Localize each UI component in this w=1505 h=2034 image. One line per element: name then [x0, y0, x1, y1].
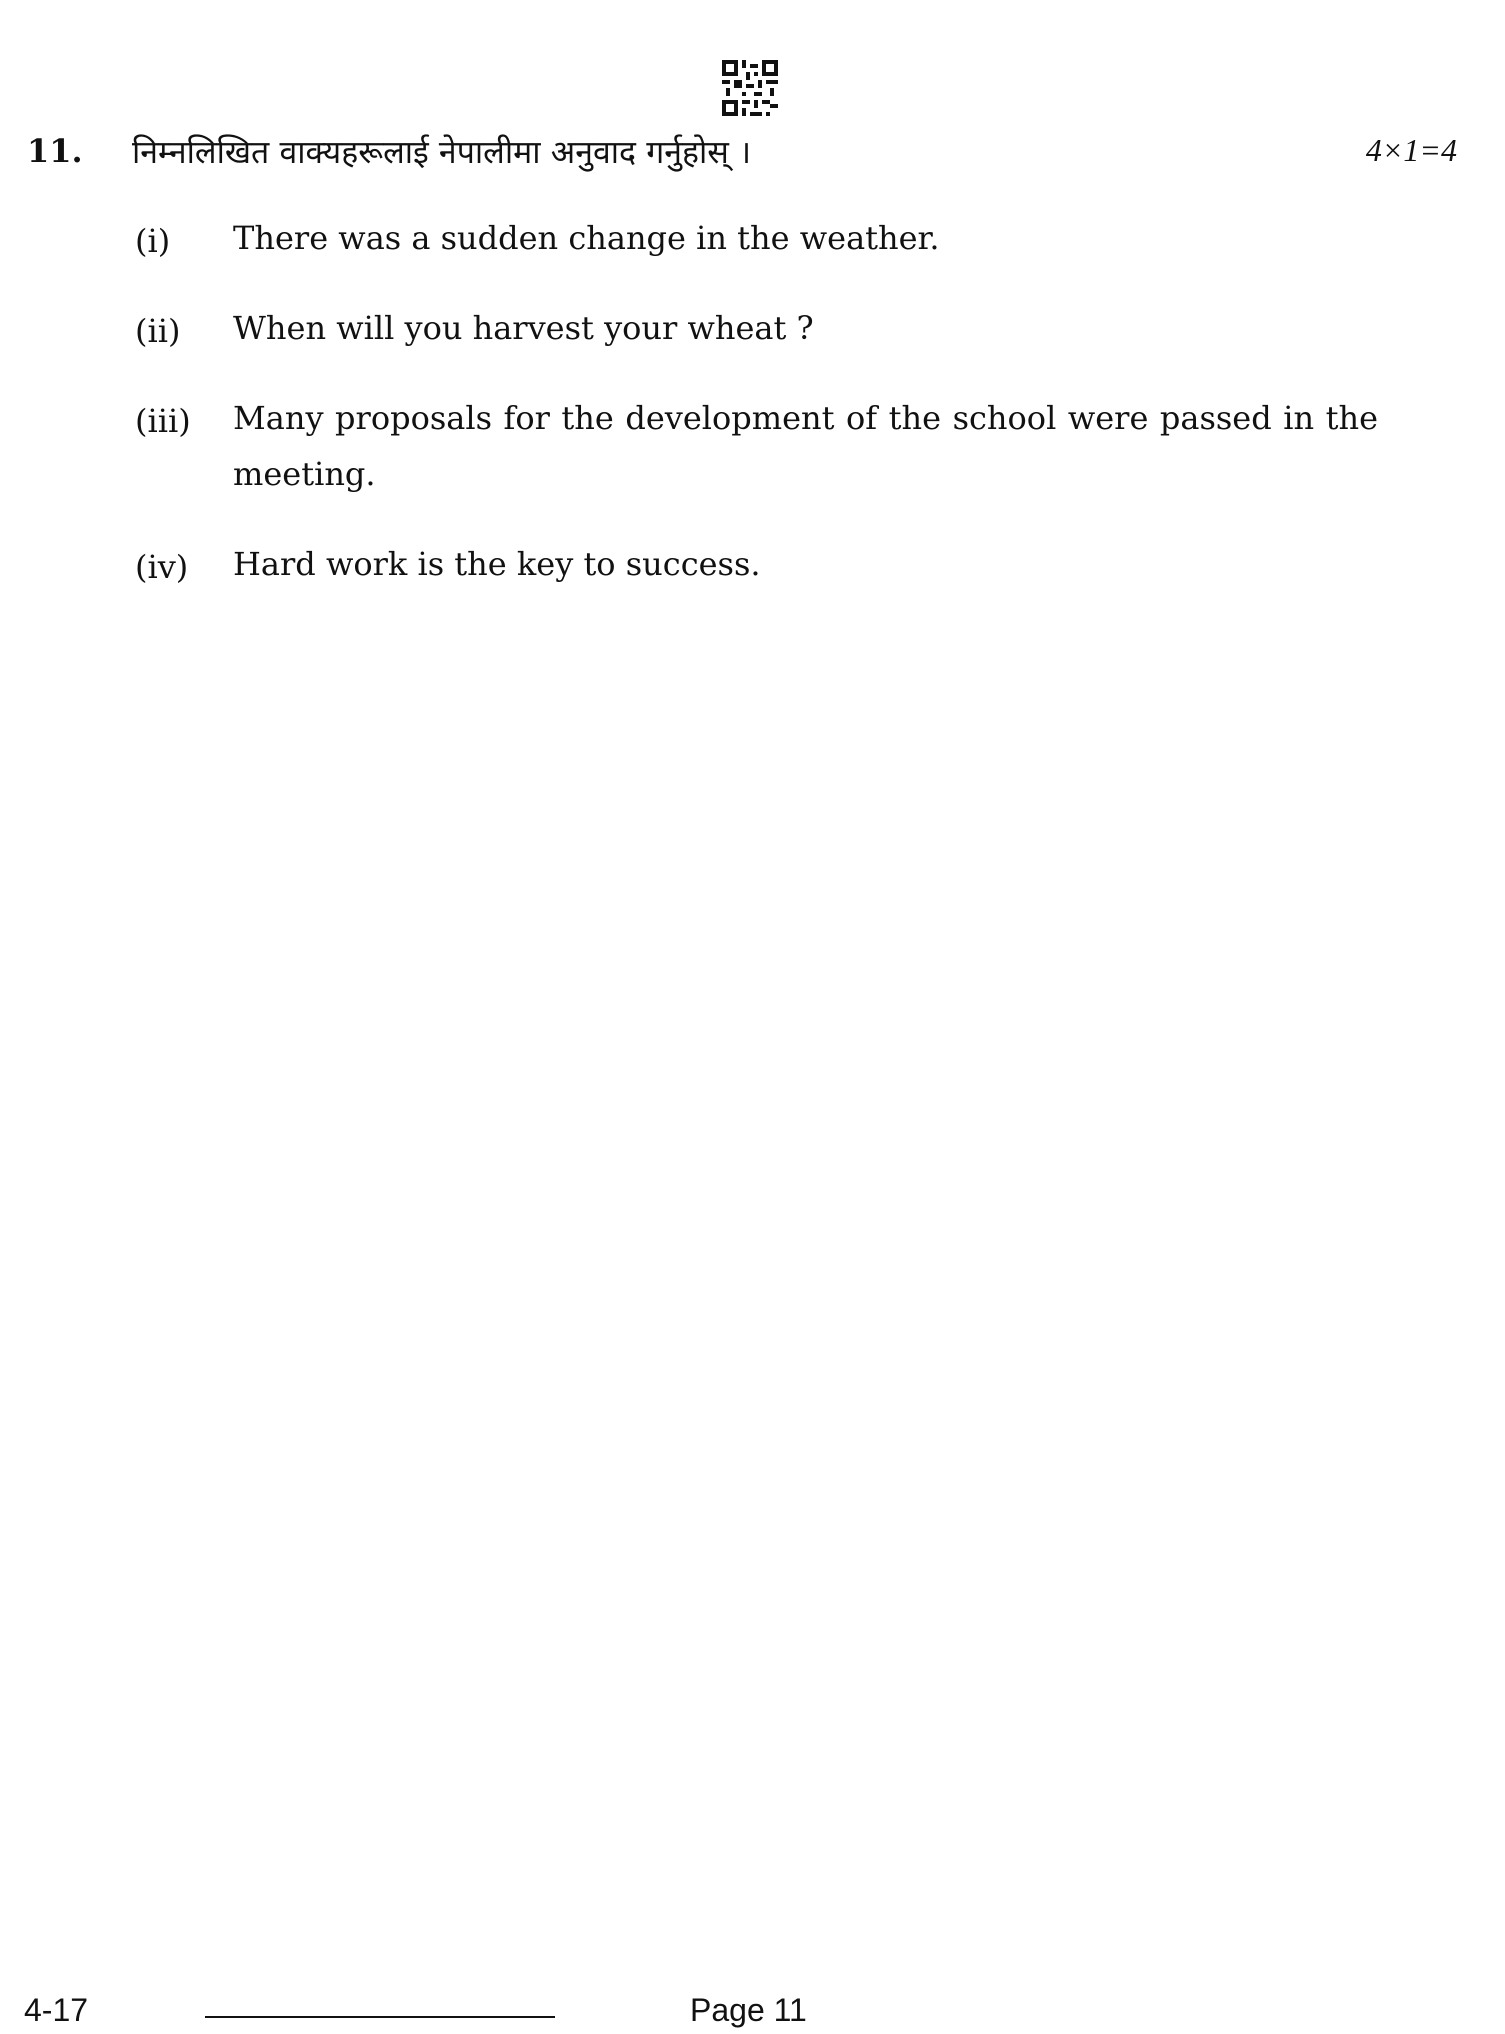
footer-page-number: Page 11 — [690, 1992, 807, 2028]
sub-question-number: (ii) — [135, 312, 181, 350]
question-marks: 4×1=4 — [1365, 132, 1457, 168]
sub-question-text: There was a sudden change in the weather. — [233, 219, 940, 257]
sub-question-number: (i) — [135, 222, 171, 260]
sub-question-number: (iii) — [135, 402, 191, 440]
footer-divider — [205, 2016, 555, 2018]
footer-paper-code: 4-17 — [24, 1992, 89, 2028]
sub-question-text: Many proposals for the development of the school were passed in the meeting. — [233, 399, 1378, 493]
question-number: 11. — [27, 132, 83, 170]
sub-question-text: Hard work is the key to success. — [233, 545, 761, 583]
qr-code-icon — [722, 60, 778, 116]
question-instruction: निम्नलिखित वाक्यहरूलाई नेपालीमा अनुवाद गर्नुहोस् । — [132, 133, 752, 171]
sub-question-number: (iv) — [135, 548, 189, 586]
sub-question-text: When will you harvest your wheat ? — [233, 309, 814, 347]
